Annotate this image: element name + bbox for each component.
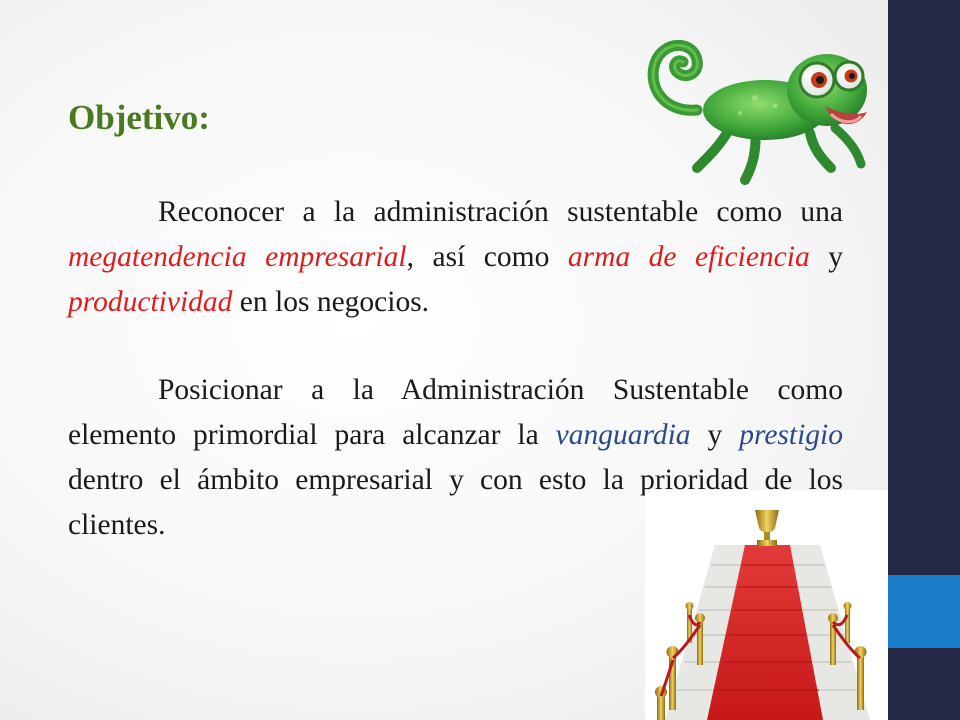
p2-emphasis-prestigio: prestigio bbox=[739, 419, 843, 451]
p1-emphasis-productividad: productividad bbox=[68, 286, 233, 318]
p1-text-4: en los negocios. bbox=[232, 286, 430, 318]
p2-emphasis-vanguardia: vanguardia bbox=[555, 419, 691, 451]
sidebar-accent-block bbox=[888, 575, 960, 648]
p2-text-2: y bbox=[690, 419, 740, 451]
p1-emphasis-arma: arma de eficiencia bbox=[567, 241, 810, 273]
chameleon-image bbox=[635, 18, 875, 188]
slide-title: Objetivo: bbox=[68, 98, 210, 137]
p1-text-1: Reconocer a la administración sustentable como una bbox=[158, 196, 843, 228]
p2-text-1: Posicionar a la Administración Sustentable como elemento primordial para alcanzar la bbox=[68, 374, 843, 451]
p2-text-3: dentro el ámbito empresarial y con esto la prioridad de los clientes. bbox=[68, 464, 843, 541]
red-carpet-trophy-image bbox=[645, 490, 888, 720]
objective-paragraph-1 bbox=[68, 190, 843, 325]
p1-text-3: y bbox=[809, 241, 843, 273]
p1-text-2: , así como bbox=[406, 241, 568, 273]
p1-emphasis-megatendencia: megatendencia empresarial bbox=[68, 241, 407, 273]
